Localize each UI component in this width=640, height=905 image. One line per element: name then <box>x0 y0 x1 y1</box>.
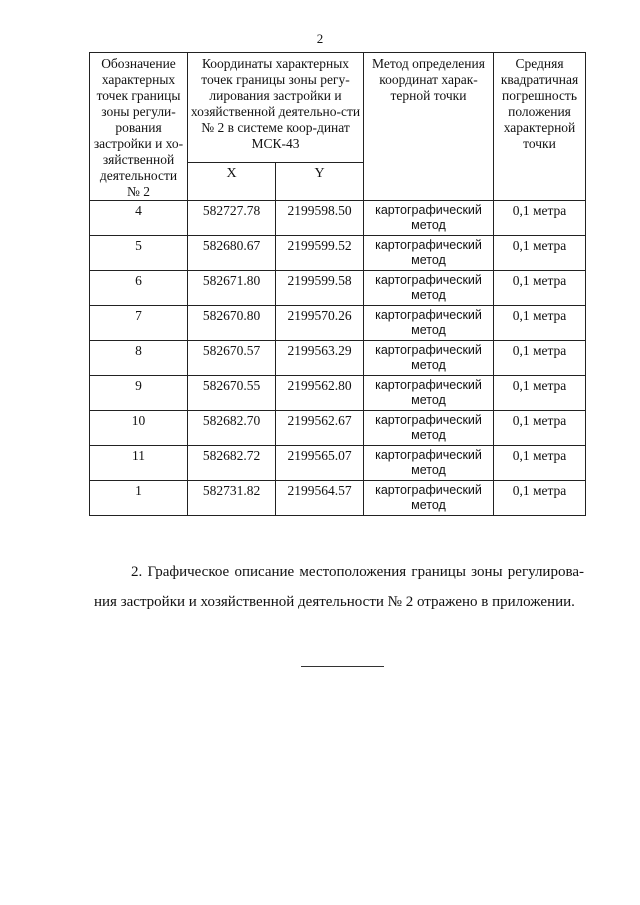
cell-method: картографический метод <box>364 411 494 446</box>
header-method: Метод определения координат харак-терной точки <box>364 53 494 201</box>
cell-y: 2199598.50 <box>276 201 364 236</box>
cell-point: 1 <box>90 481 188 516</box>
table-row <box>90 236 586 271</box>
cell-point: 9 <box>90 376 188 411</box>
cell-point: 5 <box>90 236 188 271</box>
cell-x: 582670.80 <box>188 306 276 341</box>
table-row <box>90 271 586 306</box>
cell-y: 2199563.29 <box>276 341 364 376</box>
cell-point: 4 <box>90 201 188 236</box>
cell-x: 582727.78 <box>188 201 276 236</box>
coordinates-table <box>89 52 586 516</box>
cell-y: 2199599.52 <box>276 236 364 271</box>
cell-x: 582670.55 <box>188 376 276 411</box>
table-body <box>90 201 586 516</box>
body-paragraph: 2. Графическое описание местоположения границы зоны регулирова-ния застройки и хозяйственной деятельности № 2 отражено в приложении. <box>94 564 584 610</box>
cell-point: 6 <box>90 271 188 306</box>
cell-method: картографический метод <box>364 306 494 341</box>
cell-method: картографический метод <box>364 481 494 516</box>
cell-method: картографический метод <box>364 236 494 271</box>
cell-point: 8 <box>90 341 188 376</box>
table-row <box>90 306 586 341</box>
cell-y: 2199562.80 <box>276 376 364 411</box>
cell-error: 0,1 метра <box>494 306 586 341</box>
table-row <box>90 341 586 376</box>
table-row <box>90 201 586 236</box>
table-row <box>90 446 586 481</box>
cell-method: картографический метод <box>364 376 494 411</box>
cell-error: 0,1 метра <box>494 236 586 271</box>
cell-x: 582682.70 <box>188 411 276 446</box>
cell-y: 2199564.57 <box>276 481 364 516</box>
cell-error: 0,1 метра <box>494 376 586 411</box>
cell-x: 582670.57 <box>188 341 276 376</box>
cell-method: картографический метод <box>364 201 494 236</box>
cell-y: 2199562.67 <box>276 411 364 446</box>
cell-method: картографический метод <box>364 341 494 376</box>
cell-error: 0,1 метра <box>494 481 586 516</box>
header-y: Y <box>276 163 364 201</box>
header-error: Средняя квадратичная погрешность положения характерной точки <box>494 53 586 201</box>
cell-error: 0,1 метра <box>494 411 586 446</box>
cell-method: картографический метод <box>364 271 494 306</box>
table-row <box>90 376 586 411</box>
cell-error: 0,1 метра <box>494 446 586 481</box>
table-row <box>90 411 586 446</box>
page-number: 2 <box>316 31 324 46</box>
cell-y: 2199599.58 <box>276 271 364 306</box>
cell-y: 2199565.07 <box>276 446 364 481</box>
header-point-designation: Обозначение характерных точек границы зоны регули-рования застройки и хо-зяйственной деятельности № 2 <box>90 53 188 201</box>
table-row <box>90 481 586 516</box>
cell-point: 10 <box>90 411 188 446</box>
cell-x: 582680.67 <box>188 236 276 271</box>
end-divider-line <box>301 666 384 667</box>
cell-x: 582671.80 <box>188 271 276 306</box>
header-coordinates: Координаты характерных точек границы зоны регу-лирования застройки и хозяйственной деятельно-сти № 2 в системе коор-динат МСК-43 <box>188 53 364 163</box>
cell-point: 11 <box>90 446 188 481</box>
cell-method: картографический метод <box>364 446 494 481</box>
header-x: X <box>188 163 276 201</box>
cell-error: 0,1 метра <box>494 341 586 376</box>
cell-point: 7 <box>90 306 188 341</box>
cell-x: 582682.72 <box>188 446 276 481</box>
cell-error: 0,1 метра <box>494 271 586 306</box>
cell-error: 0,1 метра <box>494 201 586 236</box>
cell-y: 2199570.26 <box>276 306 364 341</box>
cell-x: 582731.82 <box>188 481 276 516</box>
